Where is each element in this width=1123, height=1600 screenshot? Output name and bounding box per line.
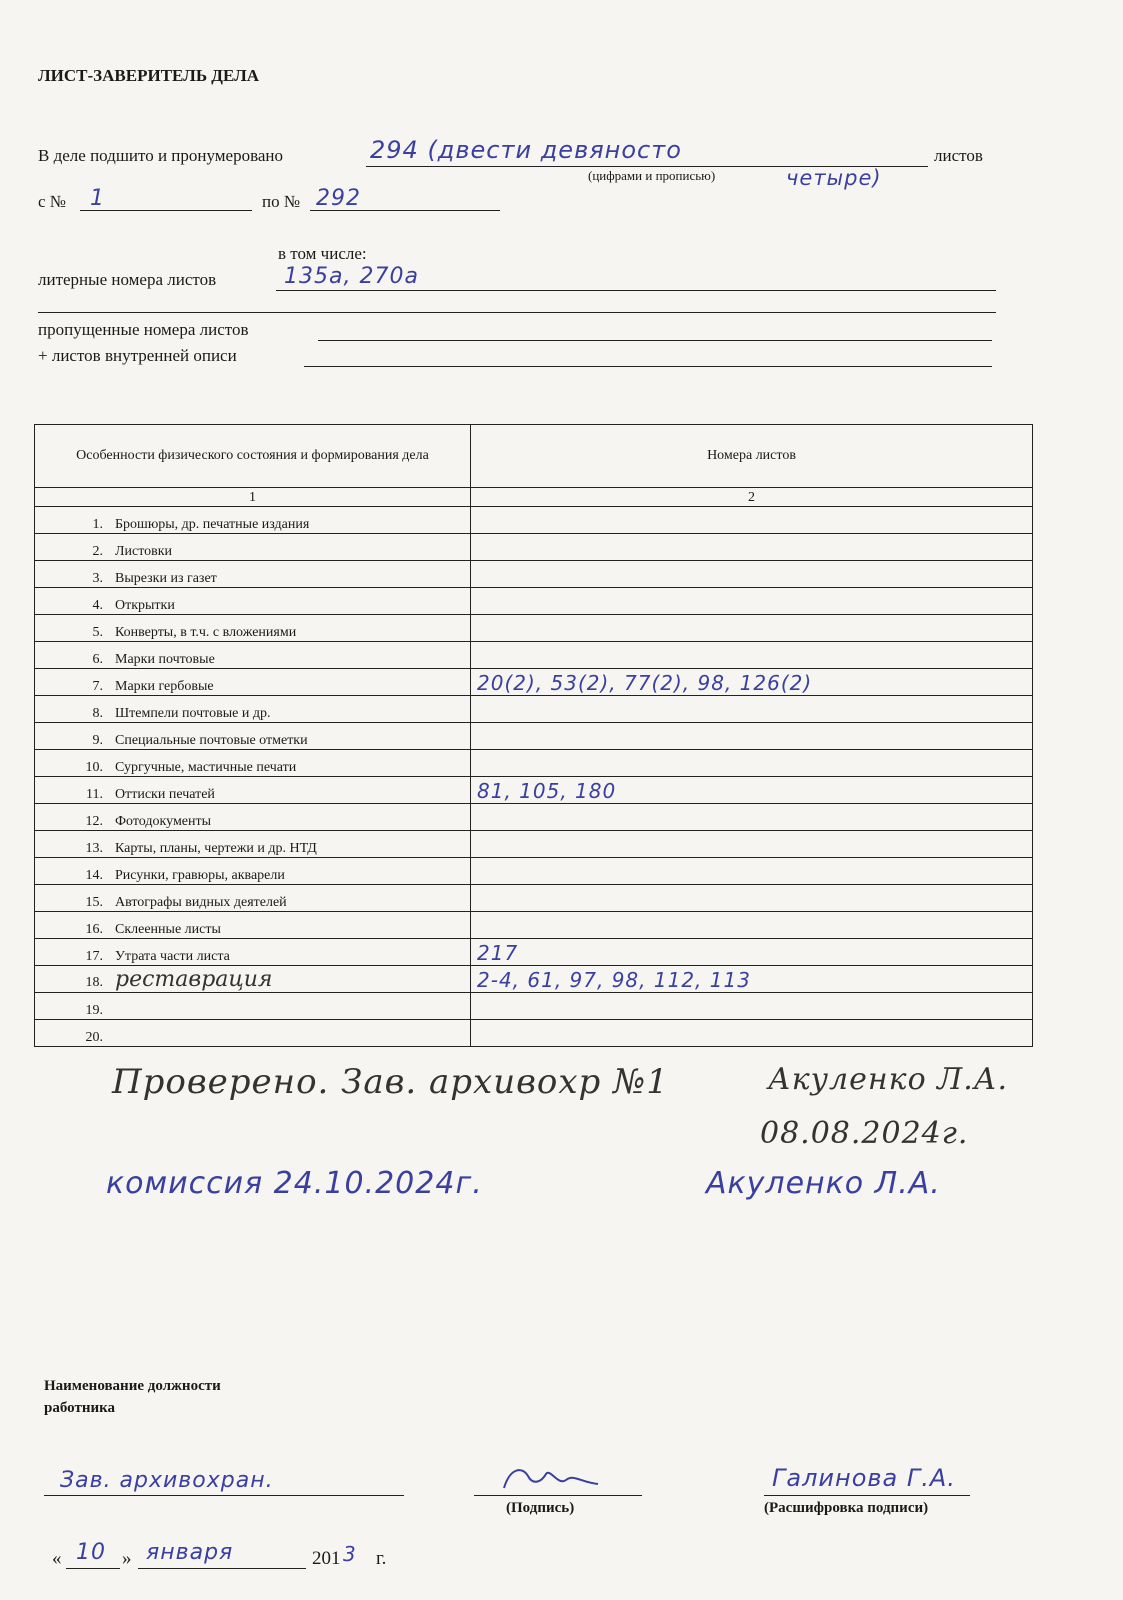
row-sheet-numbers xyxy=(471,750,1033,777)
table-row xyxy=(35,696,1033,723)
date-year-prefix: 201 xyxy=(312,1548,341,1569)
table-row xyxy=(35,750,1033,777)
table-row xyxy=(35,831,1033,858)
row-feature-cell xyxy=(35,588,471,615)
row-feature-cell xyxy=(35,507,471,534)
row-sheet-numbers xyxy=(471,939,1033,966)
position-label-2: работника xyxy=(44,1400,116,1416)
including-label: в том числе: xyxy=(278,244,367,263)
table-row xyxy=(35,885,1033,912)
table-row xyxy=(35,777,1033,804)
sheets-hint: (цифрами и прописью) xyxy=(588,168,716,183)
missing-label: пропущенные номера листов xyxy=(38,320,249,339)
row-number: 6. xyxy=(92,652,103,667)
col1-header: Особенности физического состояния и формирования дела xyxy=(35,425,471,488)
col1-number: 1 xyxy=(35,488,471,507)
position-line xyxy=(44,1495,404,1496)
row-value: 217 xyxy=(477,941,519,965)
row-number: 5. xyxy=(92,625,103,640)
table-row xyxy=(35,939,1033,966)
commission-note: комиссия 24.10.2024г. xyxy=(106,1166,483,1201)
decode-label: (Расшифровка подписи) xyxy=(764,1500,929,1516)
signature-mark xyxy=(500,1462,610,1496)
table-row xyxy=(35,966,1033,993)
row-feature-cell xyxy=(35,561,471,588)
day-line xyxy=(66,1568,120,1569)
inner-inventory-line xyxy=(304,366,992,367)
row-feature-cell xyxy=(35,696,471,723)
row-feature-cell xyxy=(35,723,471,750)
table-row xyxy=(35,804,1033,831)
row-label: Карты, планы, чертежи и др. НТД xyxy=(115,841,317,856)
checked-note: Проверено. Зав. архивохр №1 xyxy=(112,1062,669,1102)
table-row xyxy=(35,534,1033,561)
signature-label: (Подпись) xyxy=(506,1500,575,1516)
literal-label: литерные номера листов xyxy=(38,270,217,289)
table-row xyxy=(35,1020,1033,1047)
row-number: 2. xyxy=(92,544,103,559)
decode-line xyxy=(764,1495,970,1496)
row-feature-cell xyxy=(35,804,471,831)
from-label: с № xyxy=(38,192,67,211)
checked-date: 08.08.2024г. xyxy=(760,1116,969,1151)
sheets-count-label: В деле подшито и пронумеровано xyxy=(38,146,284,165)
row-number: 8. xyxy=(92,706,103,721)
row-number: 16. xyxy=(85,922,103,937)
row-label: Автографы видных деятелей xyxy=(115,895,287,910)
table-row xyxy=(35,858,1033,885)
row-feature-cell xyxy=(35,912,471,939)
row-sheet-numbers xyxy=(471,885,1033,912)
table-row xyxy=(35,561,1033,588)
table-row xyxy=(35,993,1033,1020)
date-year-suffix: г. xyxy=(376,1548,387,1569)
row-sheet-numbers xyxy=(471,966,1033,993)
row-number: 15. xyxy=(85,895,103,910)
row-sheet-numbers xyxy=(471,696,1033,723)
row-feature-cell xyxy=(35,939,471,966)
row-number: 1. xyxy=(92,517,103,532)
checked-signature: Акуленко Л.А. xyxy=(768,1062,1008,1097)
row-label: Вырезки из газет xyxy=(115,571,217,586)
date-open-quote: « xyxy=(52,1548,62,1569)
row-value: 20(2), 53(2), 77(2), 98, 126(2) xyxy=(477,671,813,695)
row-sheet-numbers xyxy=(471,1020,1033,1047)
row-label: Листовки xyxy=(115,544,173,559)
row-number: 13. xyxy=(85,841,103,856)
inner-inventory-label: + листов внутренней описи xyxy=(38,346,237,365)
row-label: Конверты, в т.ч. с вложениями xyxy=(115,625,297,640)
col2-number: 2 xyxy=(471,488,1033,507)
date-close-quote: » xyxy=(122,1548,132,1569)
row-label: Склеенные листы xyxy=(115,922,221,937)
table-row xyxy=(35,723,1033,750)
row-sheet-numbers xyxy=(471,588,1033,615)
row-sheet-numbers xyxy=(471,642,1033,669)
literal-value: 135а, 270а xyxy=(284,264,419,289)
row-feature-cell xyxy=(35,831,471,858)
document-title: ЛИСТ-ЗАВЕРИТЕЛЬ ДЕЛА xyxy=(38,66,260,85)
row-sheet-numbers xyxy=(471,804,1033,831)
row-feature-cell xyxy=(35,993,471,1020)
row-label: Марки гербовые xyxy=(115,679,214,694)
row-label: реставрация xyxy=(115,967,273,992)
to-value: 292 xyxy=(316,186,361,211)
row-label: Открытки xyxy=(115,598,175,613)
table-row xyxy=(35,588,1033,615)
row-sheet-numbers xyxy=(471,723,1033,750)
row-feature-cell xyxy=(35,750,471,777)
row-number: 10. xyxy=(85,760,103,775)
row-sheet-numbers xyxy=(471,669,1033,696)
position-value: Зав. архивохран. xyxy=(60,1468,274,1493)
row-label: Сургучные, мастичные печати xyxy=(115,760,297,775)
row-feature-cell xyxy=(35,777,471,804)
row-number: 18. xyxy=(85,975,103,990)
row-number: 19. xyxy=(85,1003,103,1018)
date-month: января xyxy=(146,1540,234,1565)
date-day: 10 xyxy=(76,1540,106,1565)
row-feature-cell xyxy=(35,885,471,912)
row-feature-cell xyxy=(35,534,471,561)
row-label: Утрата части листа xyxy=(115,949,230,964)
literal-line xyxy=(276,290,996,291)
features-table xyxy=(34,424,1033,1047)
date-year-digit: 3 xyxy=(343,1542,357,1566)
row-number: 14. xyxy=(85,868,103,883)
row-feature-cell xyxy=(35,669,471,696)
row-label: Оттиски печатей xyxy=(115,787,215,802)
row-feature-cell xyxy=(35,858,471,885)
row-label: Брошюры, др. печатные издания xyxy=(115,517,310,532)
from-line xyxy=(80,210,252,211)
sheets-count-value-cont: четыре) xyxy=(786,166,882,190)
table-row xyxy=(35,669,1033,696)
row-value: 2-4, 61, 97, 98, 112, 113 xyxy=(477,968,751,992)
month-line xyxy=(138,1568,306,1569)
row-number: 7. xyxy=(92,679,103,694)
row-sheet-numbers xyxy=(471,993,1033,1020)
row-feature-cell xyxy=(35,966,471,993)
row-sheet-numbers xyxy=(471,777,1033,804)
row-number: 17. xyxy=(85,949,103,964)
row-value: 81, 105, 180 xyxy=(477,779,617,803)
row-label: Рисунки, гравюры, акварели xyxy=(115,868,285,883)
row-sheet-numbers xyxy=(471,507,1033,534)
row-label: Марки почтовые xyxy=(115,652,215,667)
row-number: 9. xyxy=(92,733,103,748)
table-row xyxy=(35,912,1033,939)
row-sheet-numbers xyxy=(471,534,1033,561)
from-value: 1 xyxy=(90,186,105,211)
row-feature-cell xyxy=(35,1020,471,1047)
col2-header: Номера листов xyxy=(471,425,1033,488)
row-label: Фотодокументы xyxy=(115,814,212,829)
position-label-1: Наименование должности xyxy=(44,1378,221,1394)
row-number: 12. xyxy=(85,814,103,829)
row-sheet-numbers xyxy=(471,615,1033,642)
table-row xyxy=(35,615,1033,642)
sheets-count-value: 294 (двести девяносто xyxy=(370,136,682,164)
row-number: 3. xyxy=(92,571,103,586)
row-sheet-numbers xyxy=(471,831,1033,858)
row-feature-cell xyxy=(35,615,471,642)
row-number: 20. xyxy=(85,1030,103,1045)
commission-signature: Акуленко Л.А. xyxy=(706,1166,941,1201)
row-number: 4. xyxy=(92,598,103,613)
table-row xyxy=(35,642,1033,669)
row-sheet-numbers xyxy=(471,858,1033,885)
missing-line xyxy=(318,340,992,341)
to-label: по № xyxy=(262,192,301,211)
row-sheet-numbers xyxy=(471,912,1033,939)
row-feature-cell xyxy=(35,642,471,669)
table-row xyxy=(35,507,1033,534)
sheets-suffix: листов xyxy=(934,146,983,165)
row-number: 11. xyxy=(86,787,103,802)
row-sheet-numbers xyxy=(471,561,1033,588)
row-label: Штемпели почтовые и др. xyxy=(115,706,271,721)
row-label: Специальные почтовые отметки xyxy=(115,733,308,748)
decode-value: Галинова Г.А. xyxy=(772,1464,956,1492)
literal-line-2 xyxy=(38,312,996,313)
